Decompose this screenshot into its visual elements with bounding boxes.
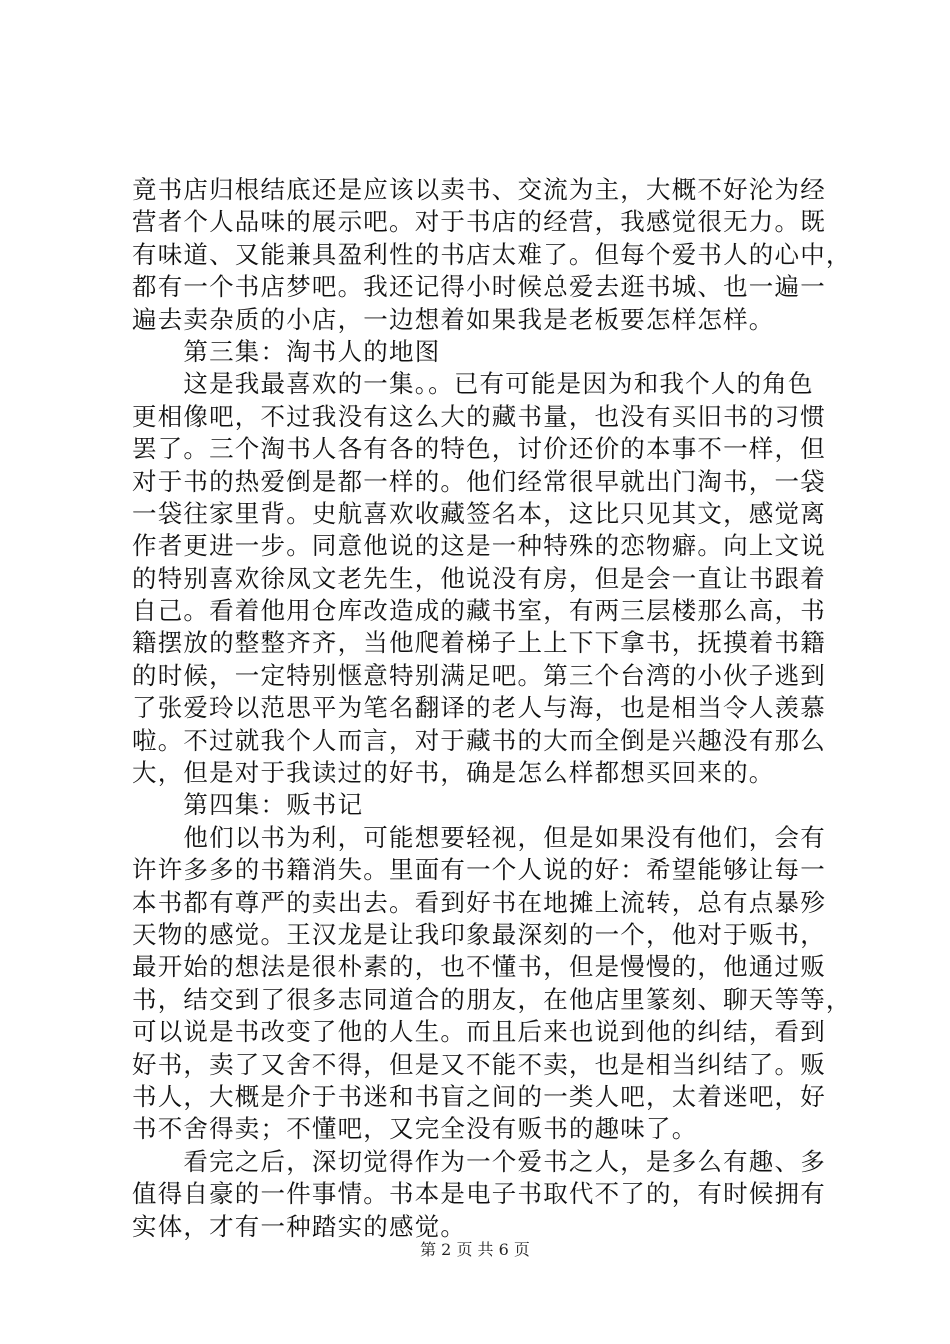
body-text xyxy=(132,174,852,1243)
text-line: 作者更进一步。同意他说的这是一种特殊的恋物癖。向上文说 xyxy=(132,531,826,561)
text-line: 罢了。三个淘书人各有各的特色，讨价还价的本事不一样，但 xyxy=(132,434,826,464)
text-line: 看完之后，深切觉得作为一个爱书之人，是多么有趣、多 xyxy=(132,1146,826,1176)
text-line: 天物的感觉。王汉龙是让我印象最深刻的一个，他对于贩书， xyxy=(132,919,826,949)
text-line: 籍摆放的整整齐齐，当他爬着梯子上上下下拿书，抚摸着书籍 xyxy=(132,628,826,658)
text-line: 有味道、又能兼具盈利性的书店太难了。但每个爱书人的心中， xyxy=(132,239,852,269)
text-line: 他们以书为利，可能想要轻视，但是如果没有他们，会有 xyxy=(132,822,826,852)
text-line: 一袋往家里背。史航喜欢收藏签名本，这比只见其文，感觉离 xyxy=(132,498,826,528)
text-line: 第三集：淘书人的地图 xyxy=(132,336,441,366)
text-line: 第四集：贩书记 xyxy=(132,790,364,820)
text-line: 书不舍得卖；不懂吧，又完全没有贩书的趣味了。 xyxy=(132,1114,698,1144)
text-line: 最开始的想法是很朴素的，也不懂书，但是慢慢的，他通过贩 xyxy=(132,952,826,982)
text-line: 可以说是书改变了他的人生。而且后来也说到他的纠结，看到 xyxy=(132,1017,826,1047)
text-line: 更相像吧，不过我没有这么大的藏书量，也没有买旧书的习惯 xyxy=(132,401,826,431)
text-line: 营者个人品味的展示吧。对于书店的经营，我感觉很无力。既 xyxy=(132,207,826,237)
text-line: 书人，大概是介于书迷和书盲之间的一类人吧，太着迷吧，好 xyxy=(132,1081,826,1111)
text-line: 大，但是对于我读过的好书，确是怎么样都想买回来的。 xyxy=(132,758,775,788)
text-line: 自己。看着他用仓库改造成的藏书室，有两三层楼那么高，书 xyxy=(132,596,826,626)
text-line: 值得自豪的一件事情。书本是电子书取代不了的，有时候拥有 xyxy=(132,1179,826,1209)
text-line: 啦。不过就我个人而言，对于藏书的大而全倒是兴趣没有那么 xyxy=(132,725,826,755)
text-line: 实体，才有一种踏实的感觉。 xyxy=(132,1211,467,1241)
page-footer: 第 2 页 共 6 页 xyxy=(420,1240,530,1259)
text-line: 书，结交到了很多志同道合的朋友，在他店里篆刻、聊天等等， xyxy=(132,984,852,1014)
text-line: 的时候，一定特别惬意特别满足吧。第三个台湾的小伙子逃到 xyxy=(132,660,826,690)
text-line: 竟书店归根结底还是应该以卖书、交流为主，大概不好沦为经 xyxy=(132,175,826,204)
text-line: 本书都有尊严的卖出去。看到好书在地摊上流转，总有点暴殄 xyxy=(132,887,826,917)
text-line: 的特别喜欢徐凤文老先生，他说没有房，但是会一直让书跟着 xyxy=(132,563,826,593)
text-line: 好书，卖了又舍不得，但是又不能不卖，也是相当纠结了。贩 xyxy=(132,1049,826,1079)
text-line: 了张爱玲以范思平为笔名翻译的老人与海，也是相当令人羡慕 xyxy=(132,693,826,723)
text-line: 对于书的热爱倒是都一样的。他们经常很早就出门淘书，一袋 xyxy=(132,466,826,496)
text-line: 许许多多的书籍消失。里面有一个人说的好：希望能够让每一 xyxy=(132,855,826,885)
text-line: 遍去卖杂质的小店，一边想着如果我是老板要怎样怎样。 xyxy=(132,304,775,334)
text-line: 都有一个书店梦吧。我还记得小时候总爱去逛书城、也一遍一 xyxy=(132,272,826,302)
text-line: 这是我最喜欢的一集。。已有可能是因为和我个人的角色 xyxy=(132,369,814,399)
